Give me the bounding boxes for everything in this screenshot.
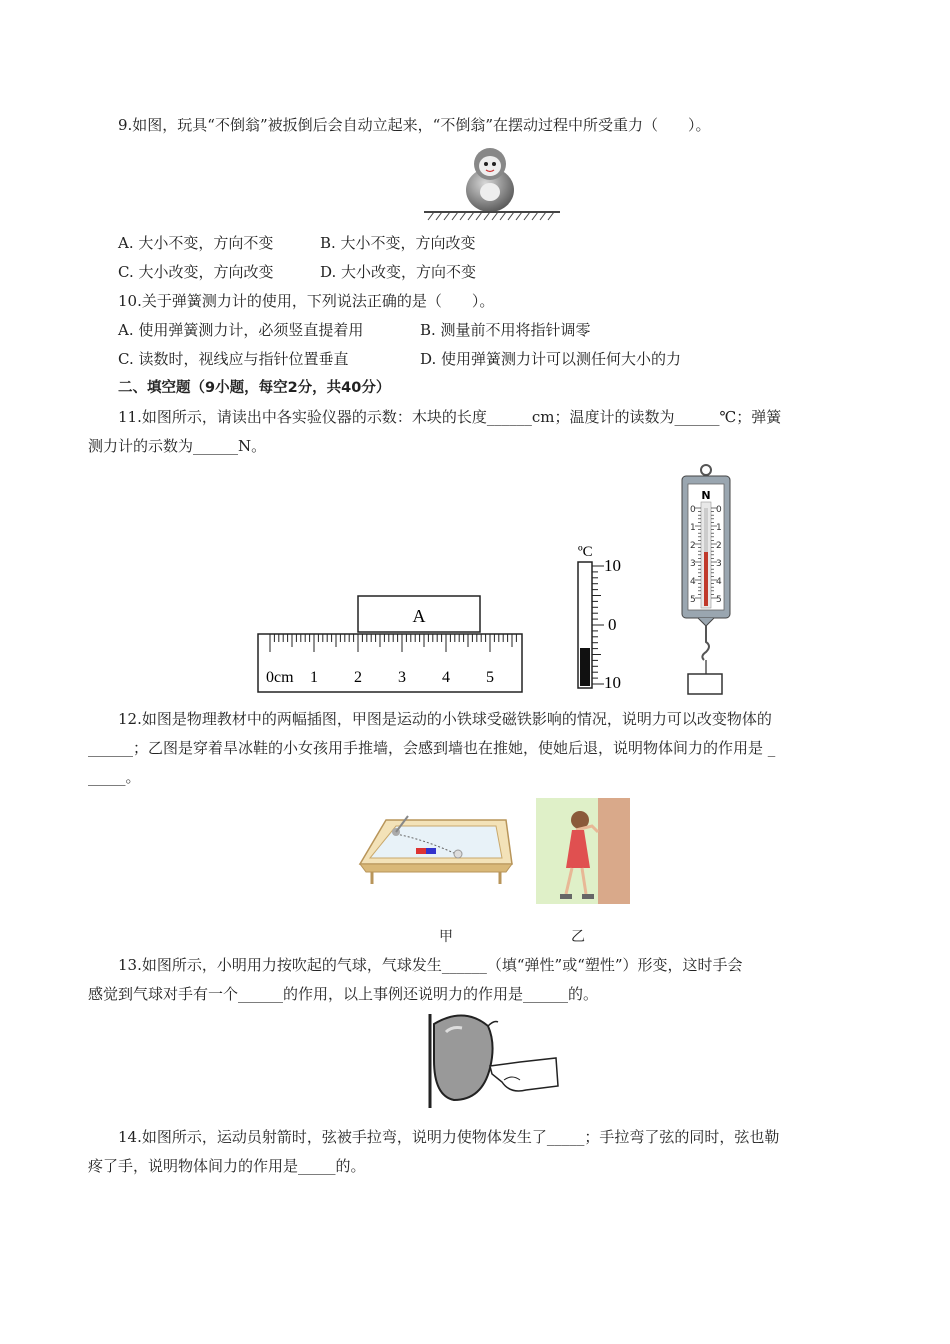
q11-line2: 测力计的示数为______N。 xyxy=(88,437,267,455)
q9-option-c: C. 大小改变，方向改变 xyxy=(118,263,274,281)
q12-line2: ______；乙图是穿着旱冰鞋的小女孩用手推墙，会感到墙也在推她，使她后退，说明物体间力的作用是 _ xyxy=(88,739,776,757)
ruler-tick-1: 1 xyxy=(310,669,318,686)
section-title: 二、填空题（9小题，每空2分，共40分） xyxy=(118,380,391,396)
q10-option-c: C. 读数时，视线应与指针位置垂直 xyxy=(118,350,349,368)
ruler-tick-3: 3 xyxy=(398,669,406,686)
scale-label-2l: 2 xyxy=(690,541,696,551)
q10-option-b: B. 测量前不用将指针调零 xyxy=(420,321,591,339)
q9-option-b: B. 大小不变，方向改变 xyxy=(320,234,476,252)
scale-label-4l: 4 xyxy=(690,577,696,587)
scale-label-4r: 4 xyxy=(716,577,722,587)
ruler-tick-4: 4 xyxy=(442,669,450,686)
q10-option-d: D. 使用弹簧测力计可以测任何大小的力 xyxy=(420,350,682,368)
scale-label-1r: 1 xyxy=(716,523,722,533)
q13-line1: 13.如图所示，小明用力按吹起的气球，气球发生______（填“弹性”或“塑性”）形变，这时手会 xyxy=(118,956,743,974)
magnet-ball-figure xyxy=(356,810,514,888)
spring-scale-unit: N xyxy=(701,489,711,502)
balloon-press-figure xyxy=(424,1010,560,1110)
thermometer-unit: ºC xyxy=(578,544,593,560)
q12-line1: 12.如图是物理教材中的两幅插图，甲图是运动的小铁球受磁铁影响的情况，说明力可以改变物体的 xyxy=(118,710,772,728)
ruler-figure xyxy=(256,594,526,696)
scale-label-3r: 3 xyxy=(716,559,722,569)
q11-line1: 11.如图所示，请读出中各实验仪器的示数：木块的长度______cm；温度计的读数为______℃；弹簧 xyxy=(118,408,782,426)
scale-label-5r: 5 xyxy=(716,595,722,605)
q14-line1: 14.如图所示，运动员射箭时，弦被手拉弯，说明力使物体发生了_____；手拉弯了弦的同时，弦也勒 xyxy=(118,1128,780,1146)
q10-stem: 10.关于弹簧测力计的使用，下列说法正确的是（ ）。 xyxy=(118,292,495,310)
scale-label-2r: 2 xyxy=(716,541,722,551)
thermometer-figure xyxy=(568,538,632,694)
ruler-tick-2: 2 xyxy=(354,669,362,686)
q13-line2: 感觉到气球对手有一个______的作用，以上事例还说明力的作用是______的。 xyxy=(88,985,599,1003)
tumbler-toy-figure xyxy=(424,142,560,224)
q9-stem: 9.如图，玩具“不倒翁”被扳倒后会自动立起来，“不倒翁”在摆动过程中所受重力（ ）。 xyxy=(118,116,711,134)
scale-label-0r: 0 xyxy=(716,505,722,515)
ruler-tick-5: 5 xyxy=(486,669,494,686)
q9-option-a: A. 大小不变，方向不变 xyxy=(118,234,274,252)
scale-label-5l: 5 xyxy=(690,595,696,605)
thermometer-label-bottom: 10 xyxy=(604,673,621,692)
caption-yi: 乙 xyxy=(571,929,585,945)
q9-option-d: D. 大小改变，方向不变 xyxy=(320,263,477,281)
thermometer-label-top: 10 xyxy=(604,556,621,575)
caption-jia: 甲 xyxy=(439,929,453,945)
scale-label-1l: 1 xyxy=(690,523,696,533)
thermometer-label-zero: 0 xyxy=(608,615,617,634)
block-label: A xyxy=(412,606,426,626)
girl-pushing-wall-figure xyxy=(536,798,630,904)
q12-line3: _____。 xyxy=(88,768,141,786)
thermometer-ticks xyxy=(592,566,604,684)
ruler-unit-label: 0cm xyxy=(266,669,294,686)
q14-line2: 疼了手，说明物体间力的作用是_____的。 xyxy=(88,1157,366,1175)
q10-option-a: A. 使用弹簧测力计，必须竖直提着用 xyxy=(118,321,364,339)
spring-scale-figure xyxy=(676,462,736,698)
scale-label-3l: 3 xyxy=(690,559,696,569)
scale-label-0l: 0 xyxy=(690,505,696,515)
